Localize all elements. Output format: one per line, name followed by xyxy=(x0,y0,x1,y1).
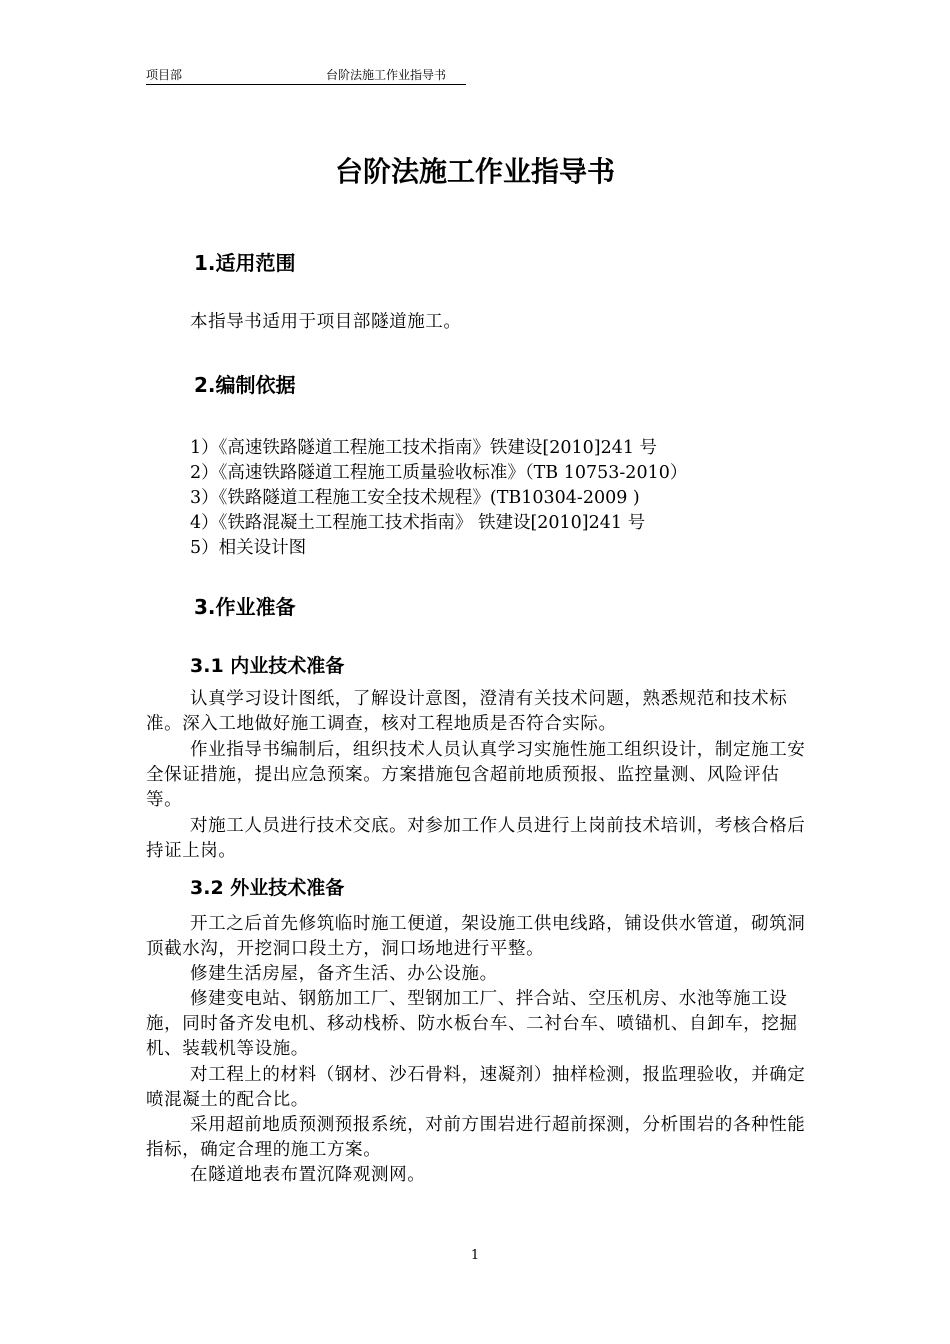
reference-list xyxy=(190,436,830,561)
section-3-heading: 3.作业准备 xyxy=(194,595,296,619)
paragraph: 开工之后首先修筑临时施工便道，架设施工供电线路，铺设供水管道，砌筑洞顶截水沟，开挖洞口段土方，洞口场地进行平整。 xyxy=(146,914,806,959)
paragraph: 认真学习设计图纸，了解设计意图，澄清有关技术问题，熟悉规范和技术标准。深入工地做好施工调查，核对工程地质是否符合实际。 xyxy=(146,689,788,734)
subsection-3-1-heading: 3.1 内业技术准备 xyxy=(190,655,345,677)
header-document-title: 台阶法施工作业指导书 xyxy=(326,68,447,82)
paragraph: 采用超前地质预测预报系统，对前方围岩进行超前探测，分析围岩的各种性能指标，确定合理的施工方案。 xyxy=(146,1115,806,1160)
reference-item: 4）《铁路混凝土工程施工技术指南》 铁建设[2010]241 号 xyxy=(190,513,646,533)
section-2-heading: 2.编制依据 xyxy=(194,373,296,397)
reference-item: 1）《高速铁路隧道工程施工技术指南》铁建设[2010]241 号 xyxy=(190,438,658,458)
reference-item: 5）相关设计图 xyxy=(190,538,307,558)
reference-item: 2）《高速铁路隧道工程施工质量验收标准》（TB 10753-2010） xyxy=(190,463,688,483)
page-header xyxy=(146,66,466,85)
subsection-3-2-heading: 3.2 外业技术准备 xyxy=(190,877,345,899)
paragraph: 修建生活房屋，备齐生活、办公设施。 xyxy=(190,964,498,984)
paragraph: 作业指导书编制后，组织技术人员认真学习实施性施工组织设计，制定施工安全保证措施，提出应急预案。方案措施包含超前地质预报、监控量测、风险评估等。 xyxy=(146,740,806,810)
paragraph: 对施工人员进行技术交底。对参加工作人员进行上岗前技术培训，考核合格后持证上岗。 xyxy=(146,816,806,861)
paragraph: 对工程上的材料（钢材、沙石骨料，速凝剂）抽样检测，报监理验收，并确定喷混凝土的配合比。 xyxy=(146,1065,806,1110)
section-1-text: 本指导书适用于项目部隧道施工。 xyxy=(190,312,462,332)
document-title: 台阶法施工作业指导书 xyxy=(334,155,615,188)
paragraph: 在隧道地表布置沉降观测网。 xyxy=(190,1165,426,1185)
header-department: 项目部 xyxy=(146,68,183,82)
paragraph: 修建变电站、钢筋加工厂、型钢加工厂、拌合站、空压机房、水池等施工设施，同时备齐发电机、移动栈桥、防水板台车、二衬台车、喷锚机、自卸车，挖掘机、装载机等设施。 xyxy=(146,989,798,1059)
reference-item: 3）《铁路隧道工程施工安全技术规程》(TB10304-2009 ) xyxy=(190,488,640,508)
section-1-heading: 1.适用范围 xyxy=(194,251,296,275)
page-number: 1 xyxy=(470,1248,480,1263)
